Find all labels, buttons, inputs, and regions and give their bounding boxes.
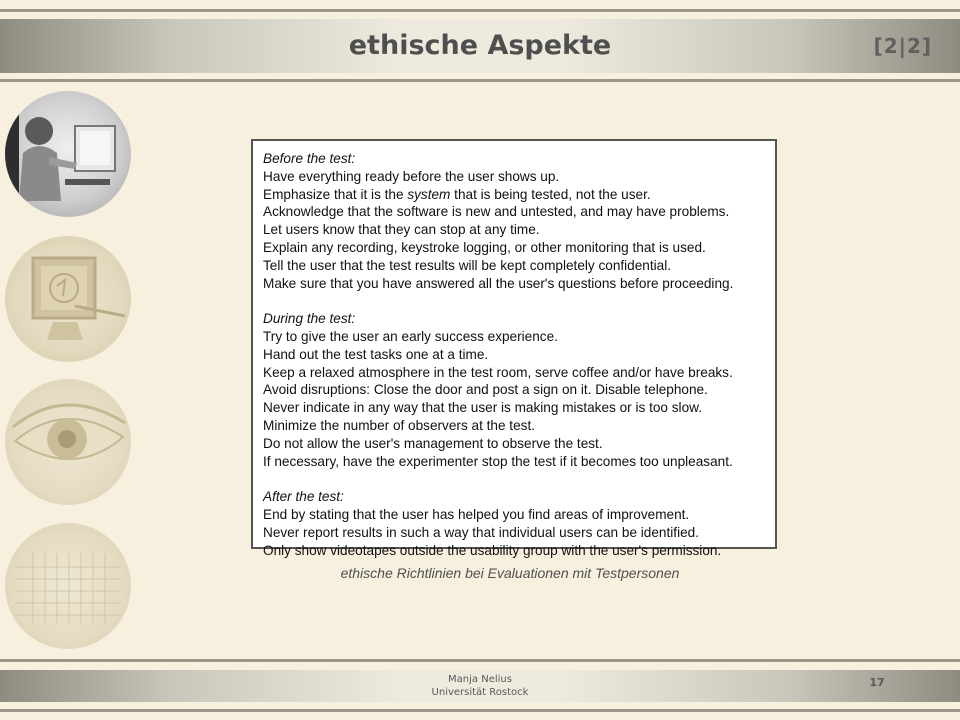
after-item: Never report results in such a way that individual users can be identified. xyxy=(263,524,699,540)
monitor-image xyxy=(5,236,131,362)
before-test-heading: Before the test: xyxy=(263,151,356,166)
spacer xyxy=(263,470,765,488)
during-item: Avoid disruptions: Close the door and post a sign on it. Disable telephone. xyxy=(263,382,708,398)
guidelines-box xyxy=(251,139,777,558)
footer-credit xyxy=(380,673,580,699)
before-item: Make sure that you have answered all the user's questions before proceeding. xyxy=(263,275,734,291)
before-item-part: that is being tested, not the user. xyxy=(450,186,651,202)
spacer xyxy=(263,292,765,310)
footer-author: Manja Nelius xyxy=(448,674,512,685)
before-item: Let users know that they can stop at any time. xyxy=(263,222,540,238)
figure-caption: ethische Richtlinien bei Evaluationen mit Testpersonen xyxy=(340,565,680,581)
before-item: Acknowledge that the software is new and untested, and may have problems. xyxy=(263,204,730,220)
during-item: Keep a relaxed atmosphere in the test room, serve coffee and/or have breaks. xyxy=(263,364,733,380)
eye-image xyxy=(5,379,131,505)
during-test-heading: During the test: xyxy=(263,311,356,327)
footer-institution: Universität Rostock xyxy=(431,687,529,698)
after-test-heading: After the test: xyxy=(263,489,344,505)
before-item-emphasis: system xyxy=(407,186,451,202)
page-number: 17 xyxy=(869,676,885,689)
during-item: Hand out the test tasks one at a time. xyxy=(263,346,489,362)
header-rule xyxy=(0,79,960,82)
before-item: Explain any recording, keystroke logging, or other monitoring that is used. xyxy=(263,239,706,255)
during-item: If necessary, have the experimenter stop the test if it becomes too unpleasant. xyxy=(263,453,733,469)
after-item: Only show videotapes outside the usability group with the user's permission. xyxy=(263,542,722,558)
page-title: ethische Aspekte xyxy=(348,30,612,61)
after-item: End by stating that the user has helped you find areas of improvement. xyxy=(263,506,690,522)
before-item: Have everything ready before the user shows up. xyxy=(263,168,560,184)
during-item: Minimize the number of observers at the test. xyxy=(263,417,535,433)
before-item-part: Emphasize that it is the xyxy=(263,186,408,202)
during-item: Never indicate in any way that the user is making mistakes or is too slow. xyxy=(263,400,702,416)
bottom-rule xyxy=(0,709,960,712)
during-item: Do not allow the user's management to observe the test. xyxy=(263,435,603,451)
before-item xyxy=(263,186,765,204)
data-grid-image xyxy=(5,523,131,649)
top-rule xyxy=(0,9,960,12)
person-at-computer-image xyxy=(5,91,131,217)
before-item: Tell the user that the test results will be kept completely confidential. xyxy=(263,257,672,273)
footer-rule xyxy=(0,659,960,662)
slide-counter: [2|2] xyxy=(873,34,932,58)
during-item: Try to give the user an early success experience. xyxy=(263,328,558,344)
